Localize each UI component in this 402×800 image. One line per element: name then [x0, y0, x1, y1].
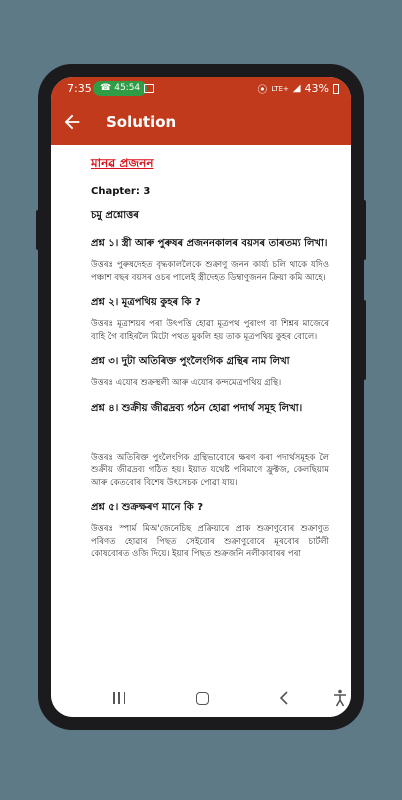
nav-back-icon[interactable] [277, 690, 293, 706]
answer-1: উত্তৰঃ পুৰুষদেহত বৃদ্ধকাললৈকে শুক্ৰাণু জনন কাৰ্য্য চলি থাকে যদিও পঞ্চাশ বছৰ বয়সৰ ওচৰ পালেই স্ত্ৰীদেহত ডিম্বাণুজনন ক্ৰিয়া কমি আহে। [91, 260, 329, 283]
question-5: প্ৰশ্ন ৫। শুক্ৰক্ষৰণ মানে কি ? [91, 502, 204, 513]
call-indicator[interactable] [93, 81, 147, 96]
home-icon[interactable] [196, 692, 209, 705]
section-heading: চমু প্ৰশ্নোত্তৰ [91, 210, 139, 221]
answer-4: উত্তৰঃ অতিৰিক্ত পুংলৈংগিক গ্ৰন্থিভাবোৰে ক্ষৰণ কৰা পদাৰ্থসমূহক লৈ শুক্ৰীয় জীৱদ্ৰব্য গঠিত হয়। ইয়াত যথেষ্ট পৰিমাণে ফ্ৰুক্টজ, কেলছিয়াম আৰু কেতবোৰ বিশেষ উৎসেচক পোৱা যায়। [91, 452, 329, 488]
phone-icon: ☎ [100, 83, 112, 93]
status-right [257, 81, 339, 96]
solution-content[interactable] [51, 145, 351, 680]
question-3: প্ৰশ্ন ৩। দুটা অতিৰিক্ত পুংলৈংগিক গ্ৰন্থিৰ নাম লিখা [91, 356, 290, 367]
question-2: প্ৰশ্ন ২। মূত্ৰপথিয় কুহৰ কি ? [91, 297, 201, 308]
recent-apps-icon[interactable] [113, 692, 125, 704]
chapter-title: মানৱ প্ৰজনন [91, 156, 154, 170]
spacer [91, 416, 329, 444]
call-timer: 45:54 [114, 83, 141, 93]
page-title: Solution [106, 113, 177, 131]
app-bar [51, 101, 351, 145]
signal-icon: ◢ [292, 83, 301, 94]
back-arrow-icon[interactable] [61, 111, 83, 133]
accessibility-icon[interactable] [332, 689, 348, 707]
answer-5: উত্তৰঃ স্পাৰ্ম মিঅ'জেনেচিছ প্ৰক্ৰিয়াৰে প্ৰাক শুক্ৰাণুবোৰ শুক্ৰাণুত পৰিণত হোৱাৰ পিছত সেইবোৰ শুক্ৰাণুবোৰে মূৰবোৰ চাৰ্টলী কোষবোৰত ওজি দিয়ে। ইয়াৰ পিছত শুক্ৰজনি নলীকাবাৰৰ পৰা [91, 524, 329, 559]
question-1: প্ৰশ্ন ১। স্ত্ৰী আৰু পুৰুষৰ প্ৰজননকালৰ বয়সৰ তাৰতম্য লিখা। [91, 238, 328, 249]
navigation-bar [51, 680, 351, 717]
question-4: প্ৰশ্ন ৪। শুক্ৰীয় জীৱদ্ৰব্য গঠন হোৱা পদাৰ্থ সমূহ লিখা। [91, 402, 303, 414]
battery-percent: 43% [304, 82, 329, 95]
answer-2: উত্তৰঃ মূত্ৰাশয়ৰ পৰা উৎপত্তি হোৱা মূত্ৰপথ পুৰাংগ বা শিশ্নৰ মাজেৰে বাহি গৈ বাহিৰলৈ মিটো পথত মুকলি হয় তাক মূত্ৰপথিয় কুহৰ বোলে। [91, 319, 329, 342]
answer-3: উত্তৰঃ এযোৰ শুক্ৰস্থলী আৰু এযোৰ কন্দমেত্ৰপথিয় গ্ৰন্থি। [91, 378, 282, 388]
status-bar [51, 77, 351, 101]
network-type: LTE+ [271, 84, 289, 93]
image-notification-icon [144, 84, 154, 93]
hotspot-icon: ⦿ [257, 85, 268, 96]
status-time: 7:35 [67, 82, 92, 95]
battery-icon [333, 84, 339, 94]
chapter-number: Chapter: 3 [91, 186, 151, 197]
phone-screen [51, 77, 351, 717]
